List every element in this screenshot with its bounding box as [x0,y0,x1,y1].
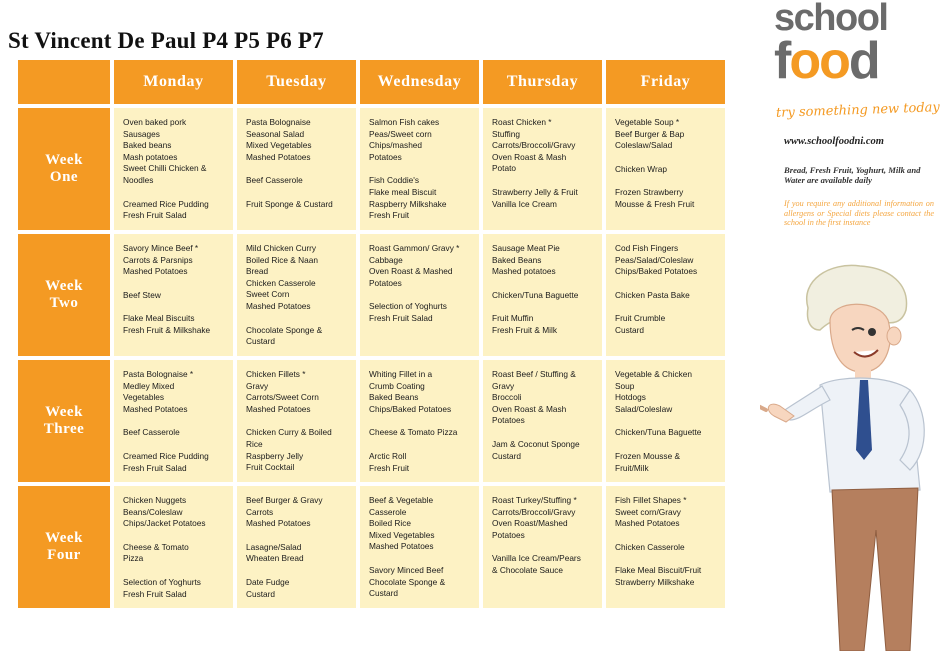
week-label-line: Week [45,530,83,546]
logo-food-word [774,32,924,90]
item-gap [615,278,720,290]
menu-item: Carrots/Sweet Corn [246,392,319,403]
week-row [16,484,727,610]
logo-food-d: d [848,32,879,90]
menu-item: Pasta Bolognaise * [123,369,194,379]
menu-item: Sausage Meat Pie [492,243,560,253]
item-gap [123,439,228,451]
menu-item: Beef Casserole [246,175,303,186]
day-header-monday: Monday [112,58,235,106]
availability-note: Bread, Fresh Fruit, Yoghurt, Milk and Water are available daily [784,165,921,185]
item-gap [615,553,720,565]
menu-item: Vanilla Ice Cream [492,198,557,209]
menu-item: Fruit Crumble [615,313,666,324]
menu-item: Mashed Potatoes [246,300,311,311]
week-label [16,484,112,610]
logo-food-oo: oo [789,32,849,90]
menu-item: Cabbage [369,254,403,265]
menu-item: Mashed Potatoes [246,518,311,529]
menu-item: Chicken Nuggets [123,495,187,505]
menu-cell-friday [604,484,727,610]
menu-item: Fruit Sponge & Custard [246,198,333,209]
menu-item: Carrots [246,506,274,517]
menu-item: Chicken Casserole [615,541,685,552]
menu-item: Seasonal Salad [246,128,305,139]
menu-item: Oven Roast & Mash [492,403,567,414]
menu-item: Mashed Potatoes [246,151,311,162]
menu-item: Fruit Cocktail [246,462,295,473]
menu-item: Fresh Fruit Salad [123,210,187,221]
menu-item: Stuffing [492,128,520,139]
menu-item: Pasta Bolognaise [246,117,311,127]
menu-item: Beef Casserole [123,427,180,438]
menu-item: Fresh Fruit Salad [123,462,187,473]
menu-item: Chicken Casserole [246,277,316,288]
menu-item: Bread [246,266,269,277]
menu-item: Chips/Baked Potatoes [615,266,698,277]
menu-item: Custard [369,588,399,599]
menu-item: Peas/Salad/Coleslaw [615,254,694,265]
menu-item: Potatoes [369,151,402,162]
week-label [16,106,112,232]
menu-cell-tuesday [235,358,358,484]
menu-item: Fresh Fruit & Milk [492,324,557,335]
menu-item: Lasagne/Salad [246,541,302,552]
day-header-wednesday: Wednesday [358,58,481,106]
menu-item: Flake meal Biscuit [369,186,437,197]
menu-item: Frozen Strawberry [615,187,684,198]
menu-item: Savory Mince Beef * [123,243,199,253]
item-gap [492,278,597,290]
menu-item: Oven baked pork [123,117,187,127]
menu-item: Chicken Pasta Bake [615,289,690,300]
logo-food-f: f [774,32,790,90]
menu-cell-thursday [481,358,604,484]
item-gap [123,415,228,427]
menu-cell-tuesday [235,106,358,232]
menu-item: Cod Fish Fingers [615,243,679,253]
menu-item: Wheaten Bread [246,553,304,564]
menu-item: Chocolate Sponge & [246,324,323,335]
allergy-note: If you require any additional information on allergens or Special diets please contact the school in the first instance [784,199,934,228]
day-header-thursday: Thursday [481,58,604,106]
menu-item: Chicken Wrap [615,163,667,174]
item-gap [369,163,474,175]
item-gap [615,301,720,313]
item-gap [246,187,351,199]
week-label [16,232,112,358]
menu-item: Salad/Coleslaw [615,403,673,414]
menu-item: Fresh Fruit [369,210,410,221]
menu-item: Mashed Potatoes [615,518,680,529]
menu-item: Salmon Fish cakes [369,117,440,127]
page-title: St Vincent De Paul P4 P5 P6 P7 [8,28,324,53]
menu-item: Chips/Jacket Potatoes [123,518,206,529]
menu-item: Chicken/Tuna Baguette [492,289,579,300]
menu-item: Fresh Fruit Salad [123,588,187,599]
menu-item: Creamed Rice Pudding [123,198,209,209]
item-gap [369,289,474,301]
menu-item: Mashed Potatoes [246,403,311,414]
menu-item: Coleslaw/Salad [615,140,673,151]
item-gap [369,553,474,565]
menu-item: Vegetable Soup * [615,117,680,127]
menu-item: Mashed Potatoes [123,266,188,277]
menu-item: Mashed potatoes [492,266,556,277]
menu-item: Chicken Fillets * [246,369,306,379]
menu-item: Fish Coddie's [369,175,420,186]
menu-item: Beef Stew [123,289,161,300]
menu-item: Custard [492,450,522,461]
menu-item: Beans/Coleslaw [123,506,183,517]
menu-item: Potato [492,163,516,174]
menu-item: Noodles [123,174,154,185]
tagline: try something new today [775,100,940,121]
menu-cell-thursday [481,232,604,358]
menu-cell-tuesday [235,232,358,358]
item-gap [615,530,720,542]
menu-item: Arctic Roll [369,450,407,461]
day-header-tuesday: Tuesday [235,58,358,106]
school-food-logo [774,0,924,90]
menu-item: Casserole [369,506,407,517]
menu-item: Hotdogs [615,392,646,403]
menu-item: Raspberry Jelly [246,450,304,461]
logo-school-word: school [774,0,888,39]
menu-cell-monday [112,106,235,232]
week-label-line: Two [49,295,79,311]
menu-item: & Chocolate Sauce [492,564,564,575]
menu-item: Mashed Potatoes [369,541,434,552]
menu-item: Sweet Corn [246,289,290,300]
menu-item: Chocolate Sponge & [369,576,446,587]
menu-item: Roast Beef / Stuffing & [492,369,576,379]
menu-cell-wednesday [358,484,481,610]
menu-item: Roast Gammon/ Gravy * [369,243,460,253]
menu-item: Mash potatoes [123,151,178,162]
menu-cell-wednesday [358,232,481,358]
menu-item: Mixed Vegetables [369,529,435,540]
item-gap [369,415,474,427]
menu-cell-friday [604,358,727,484]
menu-item: Oven Roast/Mashed [492,518,568,529]
item-gap [123,301,228,313]
item-gap [246,163,351,175]
item-gap [615,152,720,164]
menu-item: Chicken Curry & Boiled [246,427,332,438]
menu-item: Strawberry Milkshake [615,576,695,587]
menu-item: Potatoes [369,277,402,288]
menu-item: Mashed Potatoes [123,403,188,414]
menu-cell-monday [112,484,235,610]
menu-table [16,58,727,610]
week-label [16,358,112,484]
menu-item: Flake Meal Biscuit/Fruit [615,565,702,576]
menu-item: Medley Mixed [123,380,175,391]
item-gap [615,175,720,187]
menu-item: Peas/Sweet corn [369,128,432,139]
menu-item: Savory Minced Beef [369,564,444,575]
menu-item: Fresh Fruit & Milkshake [123,324,211,335]
menu-item: Custard [246,588,276,599]
week-label-line: Week [45,404,83,420]
item-gap [246,530,351,542]
week-label-line: Four [47,547,81,563]
menu-cell-tuesday [235,484,358,610]
week-row [16,232,727,358]
menu-item: Custard [246,336,276,347]
menu-item: Vegetable & Chicken [615,369,693,379]
item-gap [123,278,228,290]
menu-item: Whiting Fillet in a [369,369,433,379]
item-gap [615,415,720,427]
menu-item: Carrots/Broccoli/Gravy [492,140,576,151]
menu-item: Broccoli [492,392,522,403]
menu-item: Carrots/Broccoli/Gravy [492,506,576,517]
menu-item: Soup [615,380,635,391]
menu-item: Custard [615,324,645,335]
menu-item: Mild Chicken Curry [246,243,317,253]
menu-item: Fruit/Milk [615,462,649,473]
menu-item: Strawberry Jelly & Fruit [492,186,578,197]
menu-item: Selection of Yoghurts [123,576,201,587]
item-gap [246,565,351,577]
menu-cell-friday [604,106,727,232]
menu-item: Cheese & Tomato Pizza [369,427,458,438]
menu-item: Sausages [123,128,160,139]
menu-item: Fresh Fruit [369,462,410,473]
menu-item: Date Fudge [246,576,290,587]
menu-item: Beef & Vegetable [369,495,434,505]
menu-body [16,106,727,610]
menu-item: Crumb Coating [369,380,425,391]
item-gap [492,541,597,553]
menu-item: Beef Burger & Gravy [246,495,323,505]
item-gap [123,530,228,542]
item-gap [492,175,597,187]
menu-item: Gravy [246,380,269,391]
week-label-line: Week [45,278,83,294]
menu-item: Vanilla Ice Cream/Pears [492,553,581,564]
menu-item: Roast Chicken * [492,117,552,127]
menu-item: Flake Meal Biscuits [123,313,195,324]
menu-item: Roast Turkey/Stuffing * [492,495,577,505]
menu-item: Chips/Baked Potatoes [369,403,452,414]
menu-item: Cheese & Tomato [123,541,189,552]
website-link[interactable]: www.schoolfoodni.com [784,136,884,147]
menu-item: Chicken/Tuna Baguette [615,427,702,438]
menu-cell-thursday [481,106,604,232]
item-gap [123,565,228,577]
menu-item: Potatoes [492,415,525,426]
menu-item: Gravy [492,380,515,391]
menu-item: Baked Beans [492,254,542,265]
menu-item: Jam & Coconut Sponge [492,438,580,449]
menu-item: Mousse & Fresh Fruit [615,198,695,209]
menu-item: Boiled Rice [369,518,411,529]
week-label-line: Three [43,421,85,437]
menu-cell-monday [112,232,235,358]
menu-item: Rice [246,438,263,449]
item-gap [492,427,597,439]
day-header-friday: Friday [604,58,727,106]
item-gap [492,301,597,313]
menu-item: Creamed Rice Pudding [123,450,209,461]
item-gap [123,187,228,199]
item-gap [615,439,720,451]
menu-item: Raspberry Milkshake [369,198,447,209]
menu-item: Frozen Mousse & [615,450,681,461]
menu-item: Chips/mashed [369,140,423,151]
menu-cell-friday [604,232,727,358]
menu-item: Oven Roast & Mash [492,151,567,162]
menu-cell-monday [112,358,235,484]
menu-item: Baked Beans [369,392,419,403]
menu-item: Fresh Fruit Salad [369,312,433,323]
week-label-line: One [49,169,79,185]
menu-item: Boiled Rice & Naan [246,254,318,265]
corner-cell [16,58,112,106]
menu-cell-thursday [481,484,604,610]
menu-item: Beef Burger & Bap [615,128,685,139]
menu-item: Vegetables [123,392,165,403]
menu-item: Fish Fillet Shapes * [615,495,687,505]
item-gap [369,439,474,451]
menu-item: Carrots & Parsnips [123,254,193,265]
menu-item: Pizza [123,553,144,564]
item-gap [246,415,351,427]
item-gap [246,313,351,325]
day-header-row [16,58,727,106]
menu-cell-wednesday [358,358,481,484]
menu-item: Sweet corn/Gravy [615,506,681,517]
week-row [16,358,727,484]
menu-item: Selection of Yoghurts [369,301,447,312]
chef-mascot-illustration [760,260,940,651]
menu-item: Potatoes [492,529,525,540]
menu-item: Baked beans [123,140,172,151]
menu-cell-wednesday [358,106,481,232]
menu-item: Fruit Muffin [492,313,534,324]
week-row [16,106,727,232]
menu-item: Mixed Vegetables [246,140,312,151]
week-label-line: Week [45,152,83,168]
menu-item: Sweet Chilli Chicken & [123,163,207,174]
menu-item: Oven Roast & Mashed [369,266,453,277]
